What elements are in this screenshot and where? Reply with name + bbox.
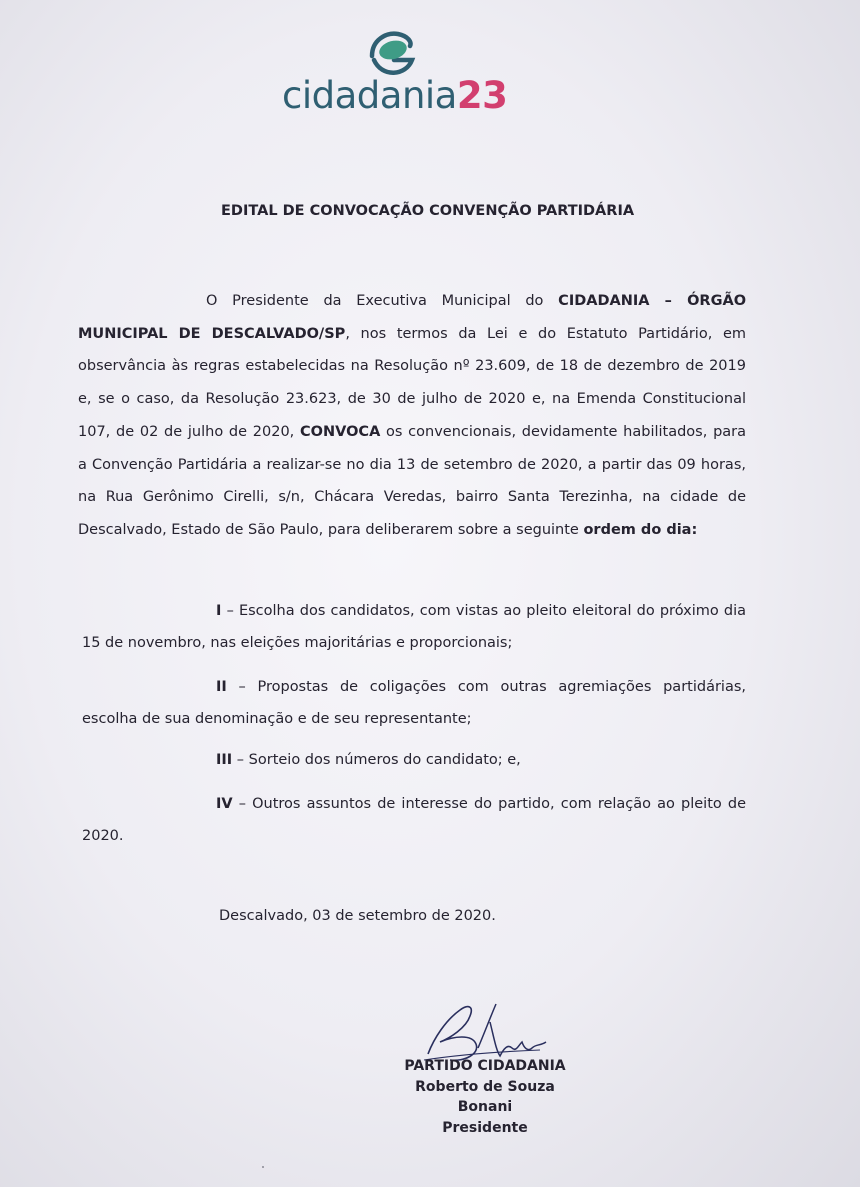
document-title: EDITAL DE CONVOCAÇÃO CONVENÇÃO PARTIDÁRIA (221, 203, 635, 219)
body-text-2: os convencionais, devidamente habilitados, para a Convenção Partidária a realizar-se no dia 13 de setembro de 2020, a partir das 09 horas, na Rua Gerônimo Cirelli, s/n, Chácara Veredas, bairro Santa Terezinha, na cidade de Descalvado, Estado de São Paulo, para deliberarem sobre a seguinte (78, 423, 747, 538)
intro-text: O Presidente da Executiva Municipal do (206, 293, 544, 309)
item-number: IV (216, 796, 233, 812)
party-org-text: CIDADANIA – ÓRGÃO MUNICIPAL DE DESCALVADO/SP (78, 293, 747, 342)
party-logo (280, 28, 540, 118)
item-number: II (216, 679, 227, 695)
paper-speck (262, 1166, 264, 1168)
item-number: III (216, 752, 233, 768)
agenda-item (82, 744, 746, 776)
item-text: – Escolha dos candidatos, com vistas ao pleito eleitoral do próximo dia 15 de novembro, nas eleições majoritárias e proporcionais; (82, 603, 746, 651)
document-date: Descalvado, 03 de setembro de 2020. (219, 908, 496, 924)
item-text: – Sorteio dos números do candidato; e, (236, 752, 521, 768)
item-text: – Outros assuntos de interesse do partido, com relação ao pleito de 2020. (82, 796, 746, 844)
logo-emblem-icon (360, 28, 420, 80)
body-text-1: , nos termos da Lei e do Estatuto Partidário, em observância às regras estabelecidas na Resolução nº 23.609, de 18 de dezembro de 2019 e, se o caso, da Resolução 23.623, de 30 de julho de 2020 e, na Emenda Constitucional 107, de 02 de julho de 2020, (78, 325, 746, 440)
convoca-text: CONVOCA (300, 423, 381, 440)
item-text: – Propostas de coligações com outras agremiações partidárias, escolha de sua denominação e de seu representante; (82, 679, 746, 727)
signature-block (390, 1056, 580, 1138)
signature-party: PARTIDO CIDADANIA (404, 1058, 566, 1074)
signature-role: Presidente (442, 1119, 528, 1136)
agenda-item (82, 671, 746, 735)
logo-wordmark (282, 74, 507, 117)
signature-name: Roberto de Souza Bonani (415, 1078, 555, 1115)
agenda-item (82, 595, 746, 659)
agenda-item (82, 788, 746, 852)
logo-name: cidadania (282, 74, 457, 117)
convocation-paragraph (78, 285, 746, 547)
agenda-label: ordem do dia: (583, 521, 698, 538)
item-number: I (216, 603, 222, 619)
logo-number: 23 (456, 74, 508, 117)
